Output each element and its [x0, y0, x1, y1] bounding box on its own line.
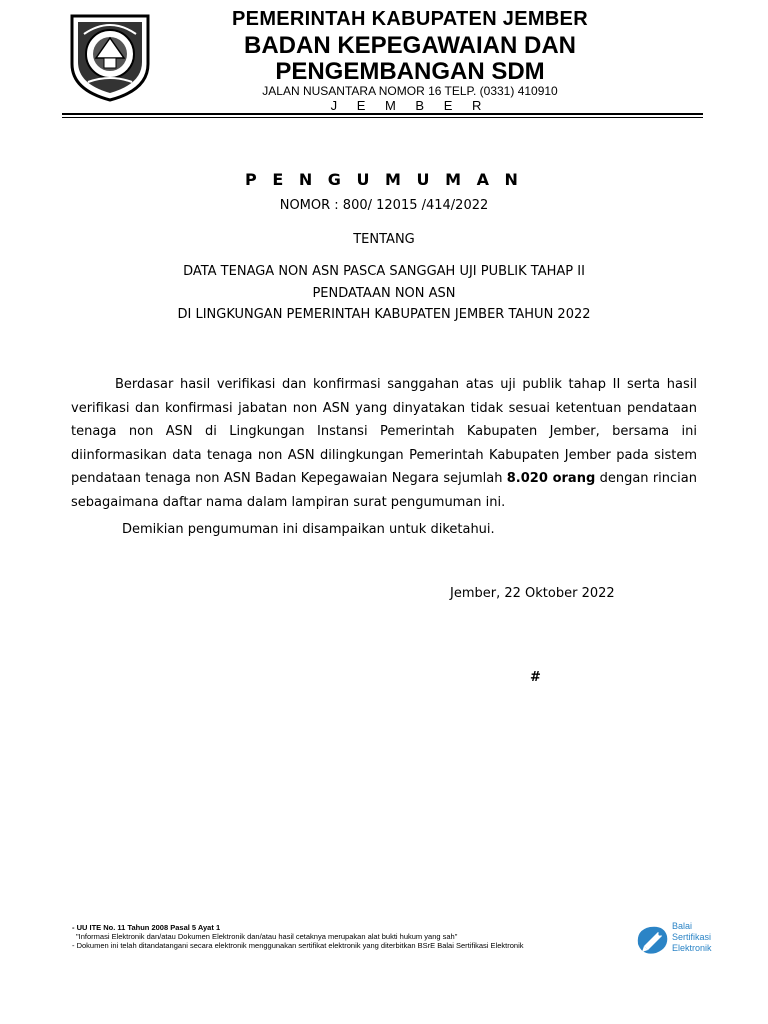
closing-sentence: Demikian pengumuman ini disampaikan untuk diketahui.: [122, 522, 495, 537]
body-text-after: dengan rincian sebagaimana daftar nama dalam lampiran surat pengumuman ini.: [71, 471, 697, 510]
letterhead-government: PEMERINTAH KABUPATEN JEMBER: [232, 8, 588, 30]
signature-date: Jember, 22 Oktober 2022: [450, 586, 615, 601]
announcement-subject-line3: DI LINGKUNGAN PEMERINTAH KABUPATEN JEMBER TAHUN 2022: [177, 307, 591, 322]
letterhead-divider: [62, 113, 703, 115]
bsre-pen-icon: [634, 924, 670, 956]
footer-esign-note: - Dokumen ini telah ditandatangani secara elektronik menggunakan sertifikat elektronik yang diterbitkan BSrE Balai Sertifikasi Elektronik: [72, 941, 524, 950]
letterhead-address: JALAN NUSANTARA NOMOR 16 TELP. (0331) 410910: [262, 84, 558, 98]
announcement-subject-line2: PENDATAAN NON ASN: [312, 286, 456, 301]
letterhead-agency-line2: PENGEMBANGAN SDM: [275, 58, 545, 85]
footer-law-reference: - UU ITE No. 11 Tahun 2008 Pasal 5 Ayat 1: [72, 923, 221, 932]
letterhead-agency-line1: BADAN KEPEGAWAIAN DAN: [243, 32, 576, 59]
announcement-number: NOMOR : 800/ 12015 /414/2022: [279, 198, 489, 213]
bsre-logo-text: [672, 921, 712, 954]
bsre-text-line2: Sertifikasi: [672, 932, 712, 942]
body-paragraph: [71, 373, 697, 514]
signature-mark: #: [530, 670, 541, 685]
letterhead-city: J E M B E R: [330, 98, 490, 113]
announcement-about: TENTANG: [353, 232, 415, 247]
bsre-text-line1: Balai: [672, 921, 693, 931]
footer-law-quote: "Informasi Elektronik dan/atau Dokumen Elektronik dan/atau hasil cetaknya merupakan alat bukti hukum yang sah": [76, 932, 458, 941]
announcement-title: P E N G U M U M A N: [245, 170, 523, 189]
letterhead-divider-thin: [62, 117, 703, 118]
body-text-before: Berdasar hasil verifikasi dan konfirmasi sanggahan atas uji publik tahap II serta hasil verifikasi dan konfirmasi jabatan non ASN yang dinyatakan tidak sesuai ketentuan pendataan tenaga non ASN di Lingkungan Instansi Pemerintah Kabupaten Jember, bersama ini diinformasikan data tenaga non ASN dilingkungan Pemerintah Kabupaten Jember pada sistem pendataan tenaga non ASN Badan Kepegawaian Negara sejumlah: [71, 377, 697, 486]
body-count-bold: 8.020 orang: [506, 471, 596, 486]
announcement-subject-line1: DATA TENAGA NON ASN PASCA SANGGAH UJI PUBLIK TAHAP II: [183, 264, 585, 279]
bsre-text-line3: Elektronik: [672, 943, 712, 953]
jember-crest-icon: [66, 12, 154, 102]
